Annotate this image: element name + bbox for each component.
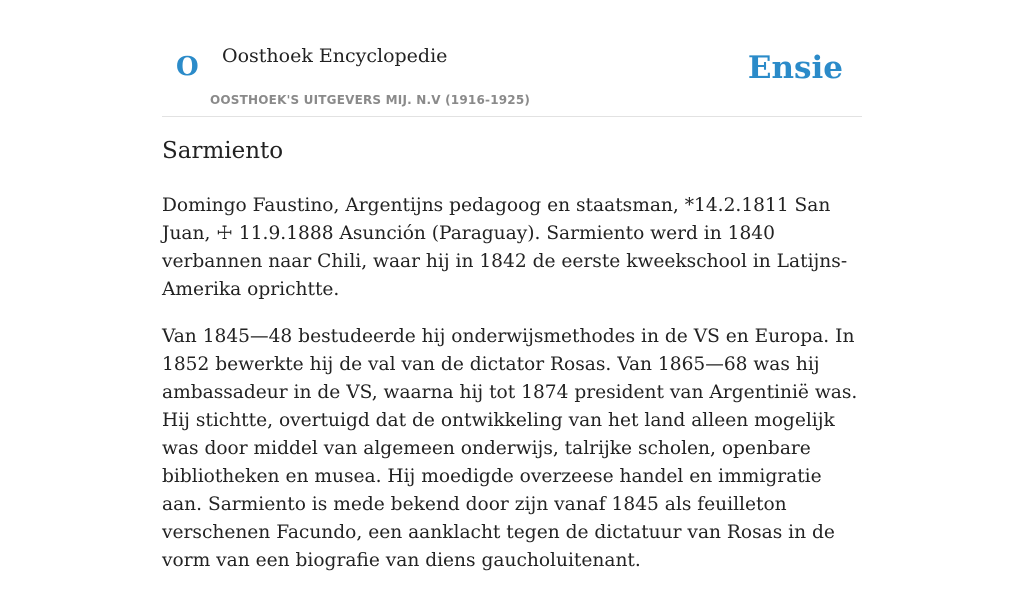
- article-body: [162, 192, 862, 594]
- ensie-brand-link[interactable]: Ensie: [747, 50, 843, 86]
- encyclopedia-logo[interactable]: O: [176, 52, 199, 82]
- article-paragraph: Domingo Faustino, Argentijns pedagoog en staatsman, *14.2.1811 San Juan, ☩ 11.9.1888 Asunción (Paraguay). Sarmiento werd in 1840 verbannen naar Chili, waar hij in 1842 de eerste kweekschool in Latijns-Amerika oprichtte.: [162, 195, 848, 300]
- page: [162, 0, 862, 571]
- encyclopedia-title-link[interactable]: Oosthoek Encyclopedie: [222, 45, 448, 67]
- publisher-subtitle: OOSTHOEK'S UITGEVERS MIJ. N.V (1916-1925): [210, 93, 531, 107]
- article-title: Sarmiento: [162, 138, 284, 164]
- site-header: [162, 0, 862, 117]
- article-paragraph: Van 1845—48 bestudeerde hij onderwijsmethodes in de VS en Europa. In 1852 bewerkte hij de val van de dictator Rosas. Van 1865—68 was hij ambassadeur in de VS, waarna hij tot 1874 president van Argentinië was. Hij stichtte, overtuigd dat de ontwikkeling van het land alleen mogelijk was door middel van algemeen onderwijs, talrijke scholen, openbare bibliotheken en musea. Hij moedigde overzeese handel en immigratie aan. Sarmiento is mede bekend door zijn vanaf 1845 als feuilleton verschenen Facundo, een aanklacht tegen de dictatuur van Rosas in de vorm van een biografie van diens gaucholuitenant.: [162, 326, 858, 571]
